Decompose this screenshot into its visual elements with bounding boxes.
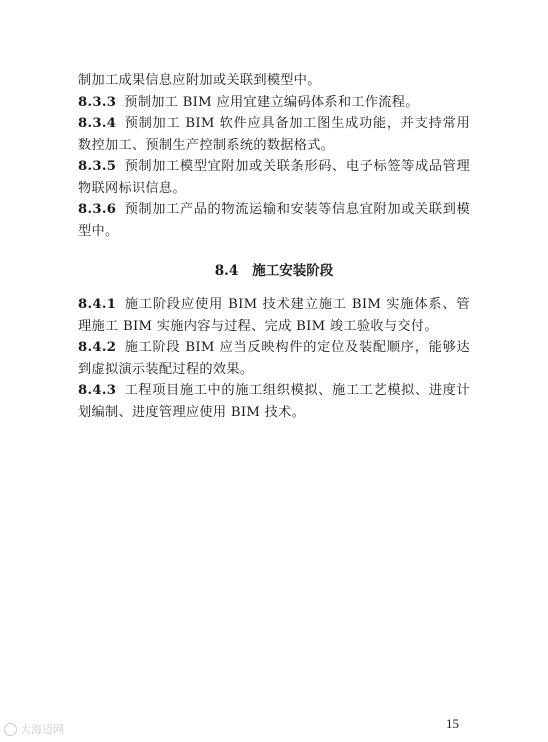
clause-8-3-5: [78, 156, 470, 199]
clause-text: 施工阶段 BIM 应当反映构件的定位及装配顺序，能够达到虚拟演示装配过程的效果。: [78, 340, 470, 377]
clause-number: 8.3.6: [78, 202, 117, 217]
page-number: 15: [446, 716, 459, 731]
watermark-logo-icon: [4, 723, 17, 736]
clause-8-3-4: [78, 113, 470, 156]
clause-number: 8.4.2: [78, 340, 117, 355]
paragraph-continuation: 制加工成果信息应附加或关联到模型中。: [78, 73, 321, 88]
clause-number: 8.3.5: [78, 159, 117, 174]
section-number: 8.4: [214, 263, 239, 279]
clause-8-3-3: [78, 92, 470, 114]
watermark: [4, 721, 64, 737]
watermark-text: 大海迈网: [20, 723, 64, 736]
clause-8-4-1: [78, 294, 470, 337]
clause-number: 8.3.4: [78, 116, 117, 131]
clause-number: 8.4.3: [78, 383, 117, 398]
clause-text: 预制加工 BIM 应用宜建立编码体系和工作流程。: [124, 94, 419, 110]
clause-8-4-3: [78, 380, 470, 423]
clause-number: 8.3.3: [78, 94, 117, 110]
clause-8-4-2: [78, 337, 470, 380]
clause-text: 预制加工 BIM 软件应具备加工图生成功能，并支持常用数控加工、预制生产控制系统的数据格式。: [78, 116, 470, 153]
clause-text: 预制加工模型宜附加或关联条形码、电子标签等成品管理物联网标识信息。: [78, 159, 470, 196]
section-title: 施工安装阶段: [252, 263, 334, 279]
clause-8-3-6: [78, 199, 470, 242]
clause-text: 工程项目施工中的施工组织模拟、施工工艺模拟、进度计划编制、进度管理应使用 BIM 技术。: [78, 383, 470, 420]
clause-text: 施工阶段应使用 BIM 技术建立施工 BIM 实施体系、管理施工 BIM 实施内容与过程、完成 BIM 竣工验收与交付。: [78, 297, 470, 334]
section-heading-8-4: [78, 260, 470, 282]
document-body: [78, 70, 470, 423]
clause-text: 预制加工产品的物流运输和安装等信息宜附加或关联到模型中。: [78, 202, 470, 239]
clause-number: 8.4.1: [78, 297, 117, 312]
